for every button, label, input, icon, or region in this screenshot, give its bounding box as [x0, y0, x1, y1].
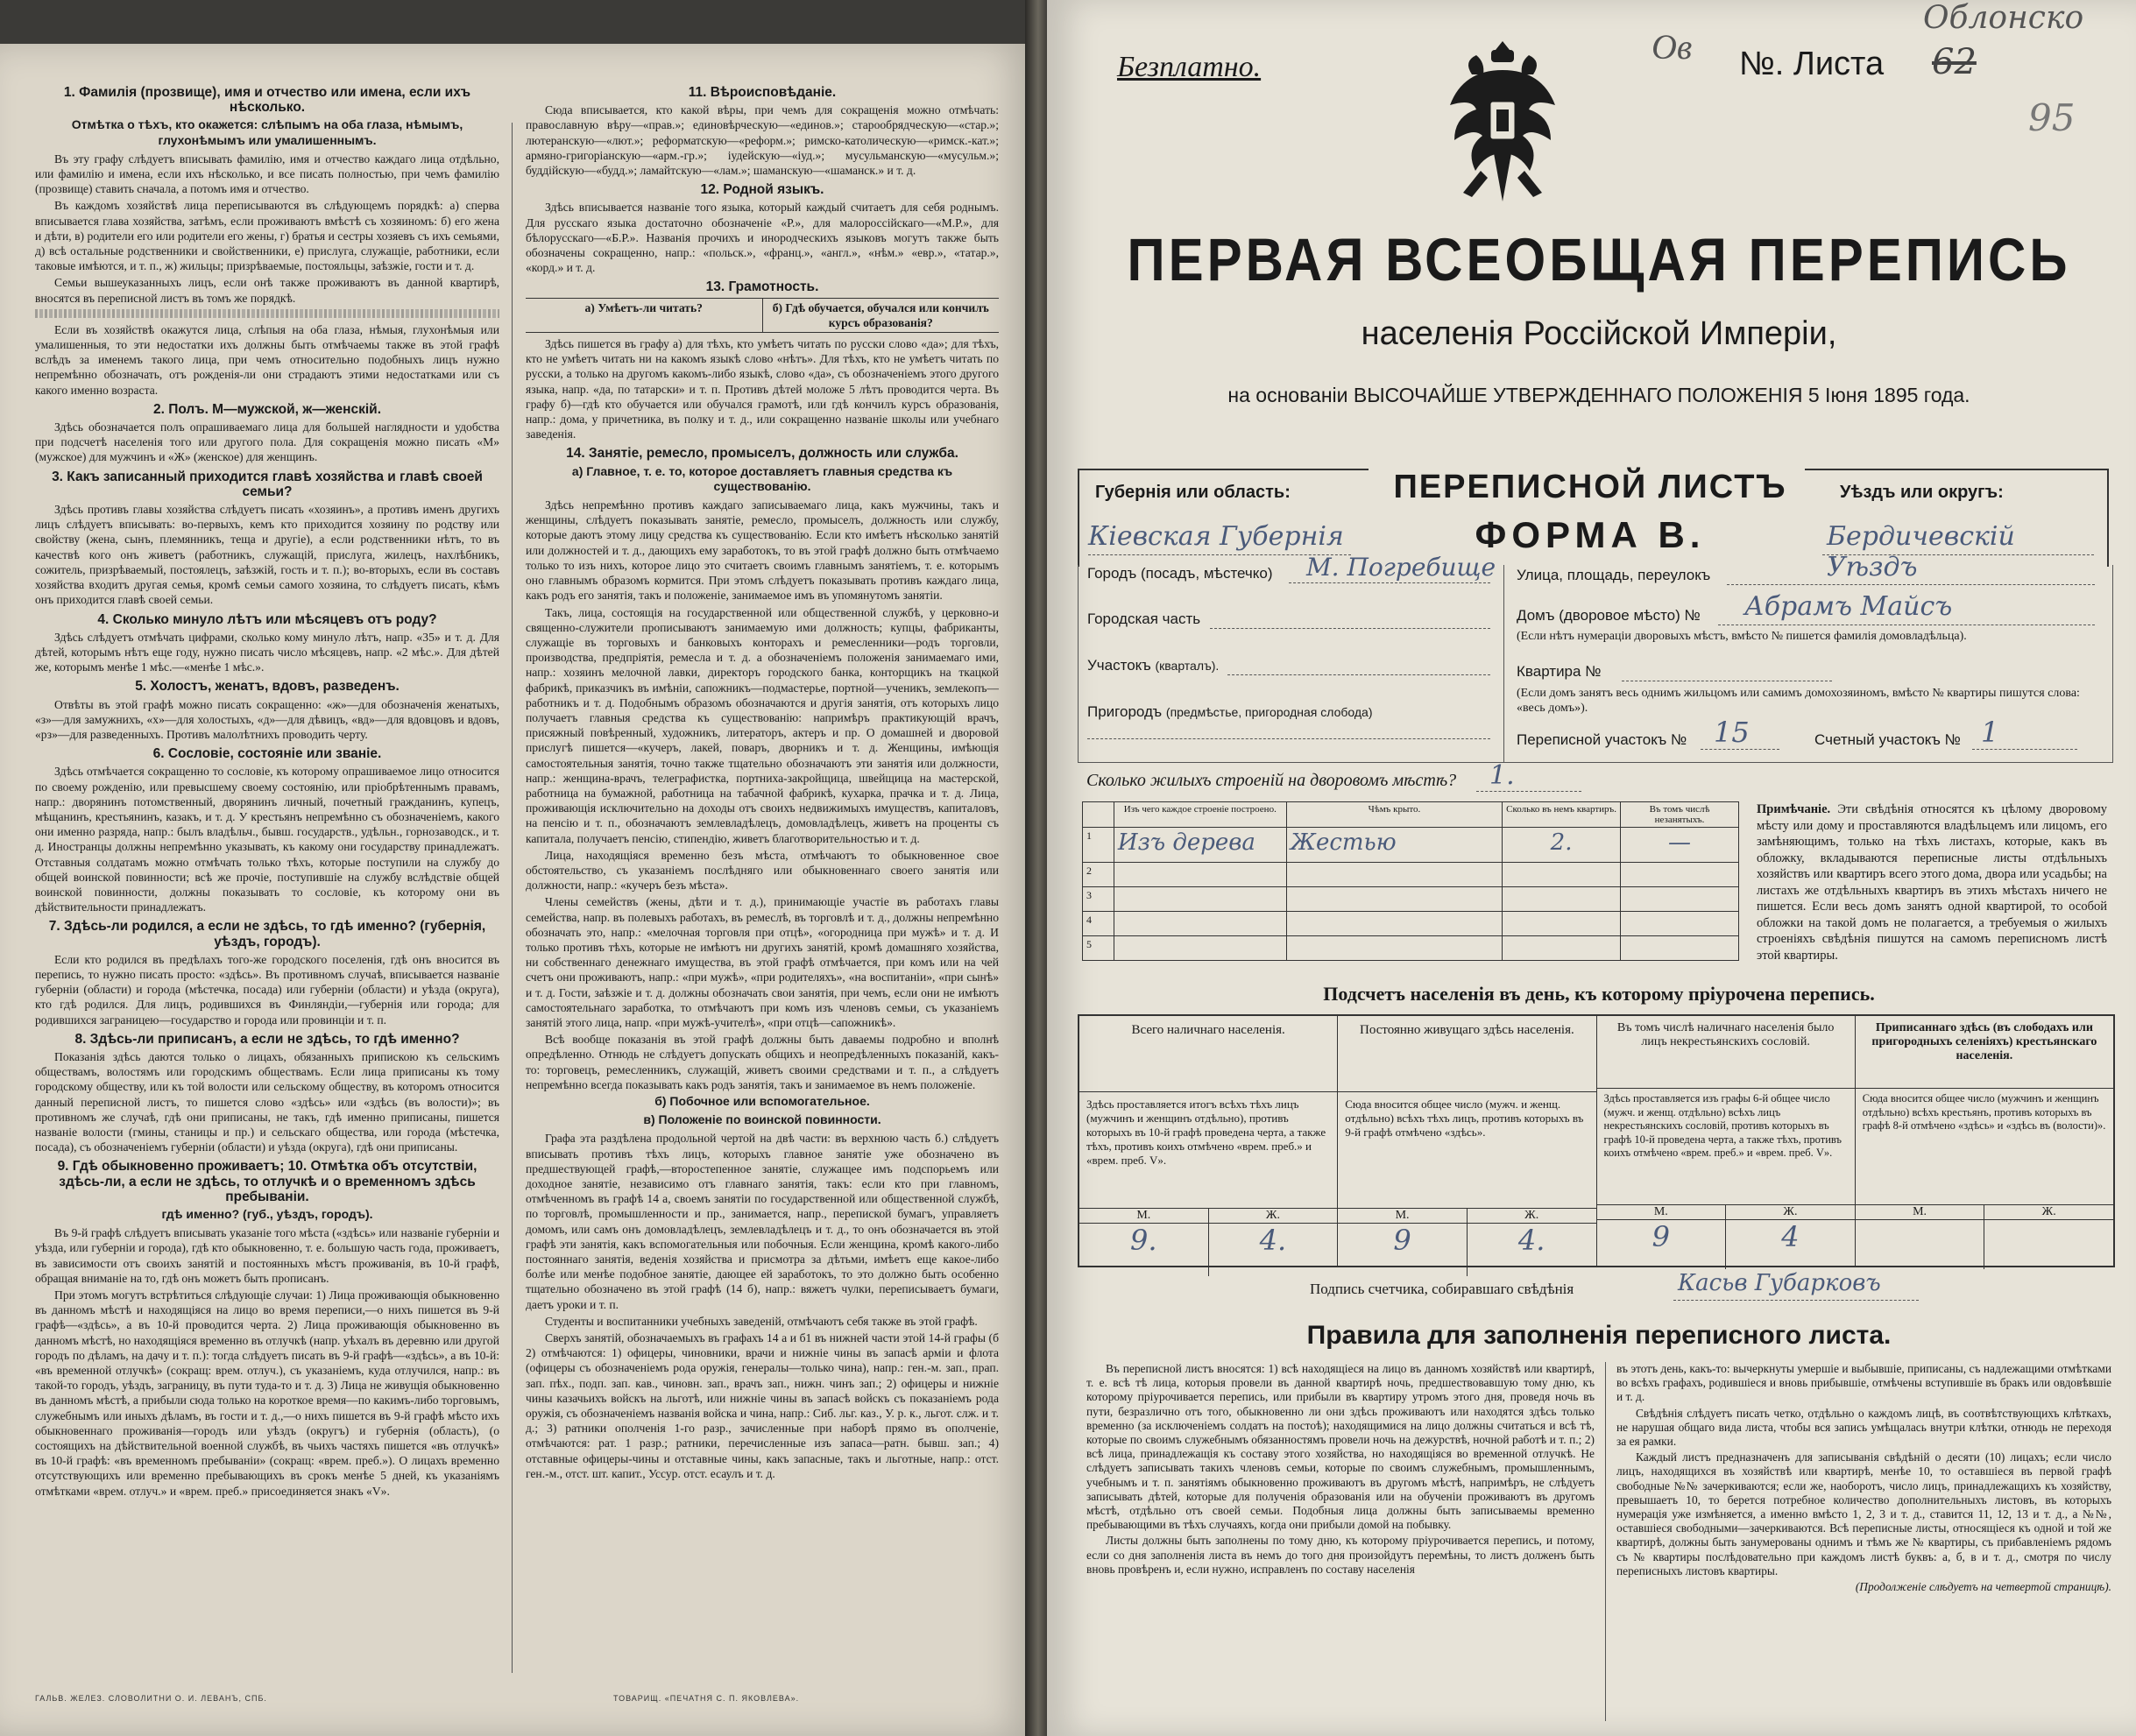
- underline: [1822, 554, 2094, 555]
- row-number: 1: [1083, 828, 1114, 863]
- left-page: [0, 44, 1029, 1736]
- section-1-note: Отмѣтка о тѣхъ, кто окажется: слѣпымъ на оба глаза, нѣмымъ, глухонѣмымъ или умалишеннымъ.: [71, 117, 463, 147]
- material-cell: [1114, 936, 1286, 961]
- vacant-cell: [1621, 912, 1739, 936]
- tally-title: Подсчетъ населенія въ день, къ которому пріурочена перепись.: [1323, 983, 1875, 1005]
- note-text: Эти свѣдѣнія относятся къ цѣлому дворовому мѣсту или дому и проставляются владѣльцемъ или лицомъ, его замѣняющимъ, только на тѣхъ листахъ, которые, какъ въ обложку, вкладываются переписные листы отдѣльныхъ хозяйствъ или квартиръ всего этого дома, двора или усадьбы; на листахъ же отдѣльныхъ квартиръ въ этихъ мѣстахъ ничего не пишется. Если весь домъ занятъ одной квартирой, то особой обложки на такой домъ не полагается, а требуемыя о жилыхъ строеніяхъ свѣдѣнія пишутся на самомъ переписномъ листѣ этой квартиры.: [1757, 802, 2108, 963]
- free-label: Безплатно.: [1117, 51, 1262, 83]
- female-label: Ж.: [2041, 1205, 2056, 1218]
- section-5-title: 5. Холостъ, женатъ, вдовъ, разведенъ.: [135, 679, 400, 695]
- material-cell: [1114, 863, 1286, 887]
- apartments-cell: 2.: [1503, 828, 1621, 863]
- table-row: [1083, 912, 1739, 936]
- house-value: Абрамъ Майсъ: [1744, 591, 1953, 622]
- table-row: [1083, 936, 1739, 961]
- section-1-text: Если въ хозяйствѣ окажутся лица, слѣпыя на оба глаза, нѣмыя, глухонѣмыя или умалишенныя, то эти недостатки ихъ должны быть отмѣчаемы также въ этой графѣ вслѣдъ за именемъ такого лица, при чемъ относительно подобныхъ лицъ нужно непремѣнно обозначать, отъ рожденія-ли они страдаютъ этими недостатками или съ какого именно возраста.: [35, 322, 499, 397]
- tally-desc: Здѣсь проставляется итогъ всѣхъ тѣхъ лицъ (мужчинъ и женщинъ отдѣльно), противъ которыхъ въ 10-й графѣ проведена черта, а также тѣхъ, противъ коихъ отмѣчено «врем. преб.» и «врем. преб. V».: [1086, 1097, 1326, 1167]
- tally-desc: Сюда вносится общее число (мужчинъ и женщинъ отдѣльно) всѣхъ крестьянъ, противъ которыхъ въ графѣ 8-й отмѣчено «здѣсь» и «здѣсь въ (волости)».: [1862, 1092, 2106, 1132]
- apartments-cell: [1503, 936, 1621, 961]
- row-number: 3: [1083, 887, 1114, 912]
- underline: [1972, 749, 2077, 750]
- underline: [1673, 1300, 1919, 1301]
- apartment-note: (Если домъ занятъ весь однимъ жильцомъ или самимъ домохозяиномъ, вмѣсто № квартиры пишутся слова: «весь домъ»).: [1517, 687, 2080, 715]
- section-1-title: 1. Фамилія (прозвище), имя и отчество или имена, если ихъ нѣсколько.: [63, 85, 471, 116]
- section-1-text: Въ каждомъ хозяйствѣ лица переписываются въ слѣдующемъ порядкѣ: а) сперва вписывается глава хозяйства, затѣмъ, если проживаютъ вмѣстѣ съ хозяиномъ: б) его жена и дѣти, в) родители его или родители его жены, г) братья и сестры хозяевъ съ ихъ семьями, д) всѣ остальные родственники и свойственники, е) прислуга, служащіе, работники, если таковые имѣются, и т. п., ж) жильцы; призрѣваемые, постояльцы, заѣзжіе, гости и т. д.: [35, 199, 499, 273]
- female-label: Ж.: [1265, 1209, 1280, 1222]
- male-count: [1856, 1220, 1985, 1269]
- table-row: [1083, 828, 1739, 863]
- apartments-cell: [1503, 912, 1621, 936]
- section-12-title: 12. Родной языкъ.: [700, 182, 824, 198]
- count-area-label: Счетный участокъ №: [1814, 731, 1961, 748]
- note-title: Примѣчаніе.: [1757, 802, 1831, 816]
- section-5-text: Отвѣты въ этой графѣ можно писать сокращенно: «ж»—для обозначенія женатыхъ, «з»—для замужнихъ, «х»—для холостыхъ, «д»—для дѣвицъ, «вд»—для вдовцовъ и вдовъ, «рз»—для разведенныхъ. Противъ малолѣтнихъ проводить черту.: [35, 697, 499, 741]
- literacy-col-a: а) Умѣетъ-ли читать?: [526, 299, 763, 332]
- section-1-text: Въ эту графу слѣдуетъ вписывать фамилію, имя и отчество каждаго лица отдѣльно, или фамилію и имена, если ихъ нѣсколько, и все писать полностью, при чемъ фамилію (прозвище) ставить сначала, а потомъ имя и отчество.: [35, 152, 499, 196]
- tally-col-permanent: [1338, 1016, 1596, 1266]
- male-label: М.: [1597, 1205, 1727, 1219]
- handwritten-prefix: Ов: [1652, 27, 1693, 67]
- address-block: [1078, 553, 2113, 763]
- row-number: 4: [1083, 912, 1114, 936]
- section-4-title: 4. Сколько минуло лѣтъ или мѣсяцевъ отъ роду?: [97, 611, 437, 627]
- male-label: М.: [1338, 1209, 1468, 1223]
- sheet-number-value: 62: [1932, 42, 1977, 82]
- tally-mf-labels: [1597, 1204, 1855, 1219]
- handwritten-margin-number: 95: [2028, 96, 2076, 139]
- literacy-subheader: [526, 298, 999, 333]
- buildings-table: [1082, 801, 1739, 961]
- right-page: [1047, 0, 2136, 1736]
- apartments-cell: [1503, 863, 1621, 887]
- handwritten-note: Облонско: [1923, 0, 2084, 36]
- section-13-title: 13. Грамотность.: [705, 279, 819, 295]
- section-6-text: Здѣсь отмѣчается сокращенно то сословіе, къ которому опрашиваемое лицо относится по своему рожденію, или превысшему своему состоянію, или пріобрѣтеннымъ правамъ, напр.: дворянинъ потомственный, дворянинъ личный, почетный гражданинъ, купецъ, мѣщанинъ, крестьянинъ, казакъ, и т. д. У крестьянъ непремѣнно съ обозначеніемъ, какого они именно разряда, напр.: былъ владѣльч., бывш. государств., удѣльн., горнозаводск., и т. д. Иностранцы должны непремѣнно указывать, къ какому они государству принадлежатъ. Отставныя солдатамъ можно отмѣчать только тѣхъ, которые поступили на службу до общей воинской повинности; всѣ же прочіе, поступившіе на службу вслѣдствіе общей воинской повинности, должны показывать то сословіе, къ которому они въ дѣйствительности принадлежатъ.: [35, 765, 499, 914]
- precinct-label: [1087, 657, 1219, 674]
- section-14-text: Студенты и воспитанники учебныхъ заведеній, отмѣчаютъ себя также въ этой графѣ.: [545, 1314, 978, 1328]
- section-14-text: Члены семействъ (жены, дѣти и т. д.), принимающіе участіе въ работахъ главы семейства, напр. въ полевыхъ работахъ, въ ремеслѣ, въ торговлѣ и т. д., должны непремѣнно обозначать это, напр.: «мелочная торговля при отцѣ», «огородница при мужѣ» и т. д. И только противъ тѣхъ, которые не имѣютъ ни другихъ занятій, кромѣ домашняго хозяйства, ни собственнаго денежнаго имущества, въ этой графѣ отмѣчается, при комъ или на чей счетъ они проживаютъ, напр.: «при мужѣ», «при родителяхъ», «на воспитаніи», «при сынѣ» и т. д. Гости, заѣзжіе и т. д. должны обозначать свои занятія, при чемъ, если они не имѣютъ самостоятельнаго заработка, то отмѣчаютъ при комъ изъ членовъ семьи, съ указаніемъ занятій этого лица, напр. «при мужѣ-учителѣ», «при отцѣ—сапожникѣ».: [526, 895, 999, 1029]
- count-area-value: 1: [1981, 716, 1999, 749]
- male-count: 9.: [1079, 1224, 1209, 1276]
- section-7-title: 7. Здѣсь-ли родился, а если не здѣсь, то гдѣ именно? (губернія, уѣздъ, городъ).: [48, 919, 486, 949]
- rules-column-2: [1616, 1362, 2111, 1730]
- section-7-text: Если кто родился въ предѣлахъ того-же городского поселенія, гдѣ онъ вносится въ перепись, то нужно писать просто: «здѣсь». Въ противномъ случаѣ, вписывается названіе губерніи (области) и города (мѣстечка, посада) или губерніи (области) и уѣзда (округа), кто гдѣ родился. Для лицъ, родившихся въ Финляндіи,—губернія или города; для родившихся заграницею—государство и города или провинціи и т. п.: [35, 952, 499, 1027]
- printer-credit: ТОВАРИЩ. «ПЕЧАТНЯ С. П. ЯКОВЛЕВА».: [613, 1694, 800, 1703]
- census-area-label: Переписной участокъ №: [1517, 731, 1687, 748]
- vacant-cell: [1621, 863, 1739, 887]
- printer-credit: ГАЛЬВ. ЖЕЛЕЗ. СЛОВОЛИТНИ О. И. ЛЕВАНЪ, СПБ.: [35, 1694, 267, 1703]
- house-label: [1517, 607, 1701, 625]
- section-6-title: 6. Сословіе, состояніе или званіе.: [152, 746, 382, 762]
- suburb-label-text: Пригородъ: [1087, 703, 1163, 720]
- tally-col-peasant: [1856, 1016, 2113, 1266]
- underline: [1727, 584, 2095, 585]
- section-14-text: Графа эта раздѣлена продольной чертой на двѣ части: въ верхнюю часть б.) слѣдуетъ вписывать противъ тѣхъ лицъ, которыхъ главное занятіе уже обозначено въ предшествующей графѣ,—второстепенное занятіе, служащее имъ подспорьемъ или доходное занятіе, независимо отъ главнаго занятія, такъ: если кто при главномъ, отмѣченномъ въ графѣ 14 а, своемъ занятіи по государственной или общественной службѣ, по торговлѣ, промышленности и пр., занимается, напр., перепиской бумагъ, управляетъ домомъ, или самъ онъ домовладѣлецъ, землевладѣлецъ и т. д., то онъ обозначается въ этой графѣ эти занятія, какъ вспомогательныя или побочныя. Если женщина, кромѣ какого-либо постояннаго занятія, веденія хозяйства и присмотра за дѣтьми, имѣетъ еще какое-либо болѣе или менѣе подобное занятіе, дающее ей заработокъ, то это должно быть особенно тщательно обозначено въ этой графѣ (14 б), напр.: вяжетъ чулки, переписываетъ бумаги, даетъ уроки и т. п.: [526, 1132, 999, 1311]
- row-number: 5: [1083, 936, 1114, 961]
- signature-value: Касьв Губарковъ: [1678, 1270, 1881, 1296]
- buildings-note: [1757, 801, 2107, 963]
- rules-text: Свѣдѣнія слѣдуетъ писать четко, отдѣльно о каждомъ лицѣ, въ соотвѣтствующихъ клѣткахъ, не нарушая общаго вида листа, чтобы вся запись умѣщалась внутри клѣтки, отнюдь не переходя за ея рамки.: [1616, 1406, 2111, 1449]
- section-14-text: Всѣ вообще показанія въ этой графѣ должны быть даваемы подробно и вполнѣ опредѣленно. Отнюдь не слѣдуетъ допускать общихъ и неопредѣленныхъ показаній, какъ-то: торговецъ, ремесленникъ, служащій, живетъ своими средствами и т. п., а слѣдуетъ непремѣнно всегда показывать какъ родъ занятія, такъ и занимаемое въ немъ положеніе.: [526, 1033, 999, 1091]
- material-header: Изъ чего каждое строеніе построено.: [1114, 802, 1286, 828]
- section-1-text: Семьи вышеуказанныхъ лицъ, если онѣ также проживаютъ въ данной квартирѣ, вносятся въ переписной листъ въ томъ же порядкѣ.: [35, 276, 499, 305]
- female-label: Ж.: [1783, 1205, 1798, 1218]
- rules-text: Листы должны быть заполнены по тому дню, къ которому пріурочивается перепись, и потому, если со дня заполненія листа въ немъ до того дня произойдутъ перемѣны, то листъ долженъ быть вновь провѣренъ и, если нужно, исправленъ по составу населенія: [1086, 1534, 1595, 1576]
- suburb-sub: (предмѣстье, пригородная слобода): [1165, 705, 1373, 719]
- section-12-text: Здѣсь вписывается названіе того языка, который каждый считаетъ для себя роднымъ. Для русскаго языка достаточно обозначеніе «Р.», для малороссійскаго—«М.Р.», для бѣлорусскаго—«Б.Р.». Названія прочихъ и инородческихъ языковъ могутъ также быть обозначены сокращенно, напр.: «польск.», «франц.», «англ.», «нѣм.» «евр.», «татар.», «корд.» и т. д.: [526, 201, 999, 275]
- tally-head: Постоянно живущаго здѣсь населенія.: [1338, 1016, 1595, 1092]
- material-cell: Изъ дерева: [1114, 828, 1286, 863]
- tally-col-non-peasant: [1597, 1016, 1856, 1266]
- section-14b-subtitle: б) Побочное или вспомогательное.: [654, 1094, 870, 1108]
- illegible-text: [35, 309, 499, 318]
- tally-head: Приписаннаго здѣсь (въ слободахъ или пригородныхъ селеніяхъ) крестьянскаго населенія.: [1856, 1016, 2113, 1089]
- section-11-text: Сюда вписывается, кто какой вѣры, при чемъ для сокращенія можно отмѣчать: православную вѣру—«прав.»; единовѣрческую—«единов.»; старообрядческую—«стар.»; лютеранскую—«лют.»; реформатскую—«реформ.»; римско-католическую—«римск.-кат.»; армяно-григоріанскую—«арм.-гр.»; іудейскую—«іуд.»; мусульманскую—«мусульм.»; буддійскую—«будд.»; ламайтскую—«лам.»; шаманскую—«шаманск.» и т. д.: [526, 103, 999, 178]
- city-value: М. Погребище: [1306, 553, 1496, 582]
- section-9-text: Въ 9-й графѣ слѣдуетъ вписывать указаніе того мѣста («здѣсь» или названіе губерніи и уѣзда, или губерніи и города), гдѣ кто обыкновенно, т. е. большую часть года, проживаетъ, въ зависимости отъ своихъ занятій и постоянныхъ мѣстъ проживанія, въ 10-й графѣ, обращая вниманіе на то, гдѣ онъ можетъ быть прописанъ.: [35, 1226, 499, 1285]
- uezd-label: Уѣздъ или округъ:: [1840, 483, 2004, 502]
- house-label-text: Домъ: [1517, 607, 1555, 624]
- document-title: ПЕРВАЯ ВСЕОБЩАЯ ПЕРЕПИСЬ: [1127, 225, 2071, 294]
- section-11-title: 11. Вѣроисповѣданіе.: [688, 85, 837, 100]
- tally-head: Въ томъ числѣ наличнаго населенія было лицъ некрестьянскихъ сословій.: [1597, 1016, 1855, 1089]
- section-9-text: При этомъ могутъ встрѣтиться слѣдующіе случаи: 1) Лица проживающія обыкновенно въ данномъ мѣстѣ и находящіяся на лицо во время переписи,—о нихъ пишется въ 9-й графѣ—«здѣсь», а въ 10-й проводится черта. 2) Лица проживающія обыкновенно въ данномъ мѣстѣ, но находящіяся временно въ отлучкѣ (напр. уѣхалъ въ деревню или другой городъ по дѣламъ, на дачу и т. п.): тогда слѣдуетъ писать въ 9-й графѣ—«здѣсь», а въ 10-й: «въ временной отлучкѣ» (сокращ: врем. отлуч.), съ указаніемъ, куда отлучился, напр.: въ такой-то городъ, уѣздъ, заграницу, въ пути туда-то и т. д. 3) Лица не живущія обыкновенно въ данномъ мѣстѣ, а прибыли сюда только на короткое время—по какимъ-либо торговымъ, служебнымъ или иныхъ дѣламъ, въ гости и т. д.,—о нихъ пишется въ 9-й графѣ мѣсто ихъ обыкновеннаго проживанія—городъ или уѣздъ (округъ) и губернія (область), (о состоящихъ на дѣйствительной военной службѣ, въ чьихъ частяхъ пишется «въ отлучкѣ» въ 10-й графѣ: «въ временномъ пребываніи» (сокращ: «врем. преб.»). О лицахъ временно отсутствующихъ или временно пребывающихъ въ срокъ менѣе 5 дней, къ указаніямъ отмѣтками «врем. отлуч.» и «врем. преб.» присоединяется знакъ «V».: [35, 1288, 499, 1498]
- tally-mf-labels: [1338, 1208, 1595, 1223]
- underline: [1210, 628, 1490, 629]
- section-8-title: 8. Здѣсь-ли приписанъ, а если не здѣсь, то гдѣ именно?: [74, 1031, 460, 1047]
- rules-column-1: [1086, 1362, 1595, 1730]
- tally-values: [1597, 1219, 1855, 1269]
- signature-label: Подпись счетчика, собиравшаго свѣдѣнія: [1310, 1281, 1574, 1297]
- column-divider: [1605, 1362, 1606, 1721]
- street-label: Улица, площадь, переулокъ: [1517, 567, 1711, 583]
- section-13-text: Здѣсь пишется въ графу а) для тѣхъ, кто умѣетъ читать по русски слово «да»; для тѣхъ, кто не умѣетъ читать ни на какомъ языкѣ слово «нѣтъ». Для тѣхъ, кто не умѣетъ читать по русски, а только на другомъ какомъ-либо языкѣ, слово «да», съ обозначеніемъ этого другого языка, напр. «да, по татарски» и т. п. Противъ дѣтей моложе 5 лѣтъ проводится черта. Въ графу б)—гдѣ кто обучается или обучался грамотѣ, или гдѣ кончилъ курсъ образованія, напр.: дома, у причетника, въ полку и т. д., или сокращенно названіе школы или учебнаго заведенія.: [526, 337, 999, 441]
- male-count: 9: [1597, 1220, 1727, 1269]
- buildings-question: Сколько жилыхъ строеній на дворовомъ мѣстѣ?: [1086, 771, 1457, 790]
- vacant-cell: [1621, 936, 1739, 961]
- underline: [1701, 749, 1779, 750]
- roof-cell: [1286, 863, 1502, 887]
- city-label: Городъ (посадъ, мѣстечко): [1087, 565, 1273, 582]
- section-2-text: Здѣсь обозначается полъ опрашиваемаго лица для большей наглядности и удобства при подсчетѣ населенія того или другого пола. Для сокращенія можно писать «М» (мужское) для мужчинъ и «Ж» (женское) для женщинъ.: [35, 420, 499, 464]
- precinct-label-text: Участокъ: [1087, 657, 1151, 674]
- male-count: 9: [1338, 1224, 1468, 1276]
- female-count: 4: [1781, 1220, 1800, 1253]
- buildings-value: 1.: [1489, 760, 1515, 791]
- rules-text: Въ переписной листъ вносятся: 1) всѣ находящіеся на лицо въ данномъ хозяйствѣ или квартирѣ, т. е. всѣ тѣ лица, которыя провели въ данной квартирѣ ночь, предшествовавшую тому дню, къ которому пріурочивается перепись, или прибыли въ квартиру утромъ этого дня, проведя ночь въ пути, безразлично отъ того, обыкновенно ли они здѣсь проживаютъ или находятся здѣсь только временно (за исключеніемъ солдатъ на постоѣ); находящимися на лицо должны считаться и всѣ тѣ, которые по своимъ служебнымъ обязанностямъ провели ночь на дежурствѣ, ночной работѣ и т. п.; 2) всѣ лица, принадлежащія къ составу этого хозяйства, но находящіяся во временной отлучкѣ. Не слѣдуетъ записывать такихъ членовъ семьи, которые по своимъ служебнымъ, промышленнымъ, учебнымъ и т. п. занятіямъ обыкновенно проживаютъ въ другомъ мѣстѣ, напримѣръ, не слѣдуетъ записывать дѣтей, которые для полученія образованія или на обученіи проживаютъ въ другомъ мѣстѣ, отдѣльно отъ своей семьи. Подобныя лица должны быть записываемы временно пребывающими въ тѣхъ случаяхъ, когда они прибыли домой на побывку.: [1086, 1362, 1595, 1532]
- divider: [1503, 565, 1504, 762]
- material-cell: [1114, 887, 1286, 912]
- instructions-column-2: [526, 81, 999, 1675]
- uezd-value: Бердичевскій Уѣздъ: [1827, 521, 2015, 582]
- section-2-title: 2. Полъ. М—мужской, ж—женскій.: [152, 401, 382, 417]
- roof-cell: [1286, 936, 1502, 961]
- section-14c-subtitle: в) Положеніе по воинской повинности.: [643, 1112, 881, 1127]
- apartments-header: Сколько въ немъ квартиръ.: [1503, 802, 1621, 828]
- document-subtitle: населенія Россійской Имперіи,: [1361, 315, 1837, 352]
- legal-basis: на основаніи ВЫСОЧАЙШЕ УТВЕРЖДЕННАГО ПОЛОЖЕНІЯ 5 Іюня 1895 года.: [1227, 384, 1970, 406]
- section-3-text: Здѣсь противъ главы хозяйства слѣдуетъ писать «хозяинъ», а противъ именъ другихъ лицъ слѣдуетъ вписывать: во-первыхъ, кемъ кто приходится хозяину по родству или свойству (жена, сынъ, племянникъ, теща и другіе), а если родственники нѣтъ, то въ качествѣ кого онъ живетъ (работникъ, служащій, прислуга, жилецъ, нахлѣбникъ, сожитель, призрѣваемый, постоялецъ, заѣзжій, гость и т. п.); во-вторыхъ, если въ составъ хозяйства входитъ другая семья, кромѣ семьи самого хозяина, то слѣдуетъ писать, кѣмъ онъ приходится главѣ своей семьи.: [35, 503, 499, 607]
- table-row: [1083, 863, 1739, 887]
- section-4-text: Здѣсь слѣдуетъ отмѣчать цифрами, сколько кому минуло лѣтъ, напр. «35» и т. д. Для дѣтей, которымъ нѣтъ еще году, нужно писать число мѣсяцевъ, напр. «2 мѣс.». Для дѣтей же, которымъ менѣе 1 мѣс.—«менѣе 1 мѣс.».: [35, 630, 499, 674]
- gubernia-label: Губернія или область:: [1095, 483, 1291, 502]
- list-title: ПЕРЕПИСНОЙ ЛИСТЪ: [1393, 469, 1787, 505]
- tally-head: Всего наличнаго населенія.: [1079, 1016, 1337, 1092]
- rules-title: Правила для заполненія переписного листа.: [1306, 1321, 1892, 1350]
- section-9-subtitle: гдѣ именно? (губ., уѣздъ, городъ).: [161, 1207, 373, 1222]
- section-8-text: Показанія здѣсь даются только о лицахъ, обязанныхъ припискою къ сельскимъ обществамъ, волостямъ или городскимъ обществамъ. Если лица приписаны къ тому городскому обществу, или къ той волости или сельскому обществу, въ которомъ относится данный переписной листъ, то пишется слово «здѣсь» или «здѣсь (въ волости)»; въ противномъ же случаѣ, гдѣ они приписаны, не такъ, гдѣ именно приписаны, пишется названіе волости (гмины, станицы и пр.) и сельскаго общества, или города (мѣстечка, посада), съ обозначеніемъ губерніи (области) и уѣзда (округа), гдѣ они приписаны.: [35, 1049, 499, 1154]
- census-area-value: 15: [1714, 716, 1750, 749]
- vacant-header: Въ томъ числѣ незанятыхъ.: [1621, 802, 1739, 828]
- male-label: М.: [1856, 1205, 1985, 1219]
- form-title: ФОРМА В.: [1475, 514, 1706, 555]
- rules-continued: (Продолженіе слѣдуетъ на четвертой страницѣ).: [1855, 1580, 2111, 1594]
- suburb-label: [1087, 703, 1372, 721]
- instructions-column-1: [35, 81, 499, 1675]
- roof-header: Чѣмъ крыто.: [1286, 802, 1502, 828]
- table-row: [1083, 887, 1739, 912]
- vacant-cell: [1621, 887, 1739, 912]
- roof-cell: Жестью: [1286, 828, 1502, 863]
- female-count: 4.: [1517, 1224, 1545, 1257]
- tally-desc: Здѣсь проставляется изъ графы 6-й общее число (мужч. и женщ. отдѣльно) всѣхъ лицъ некрестьянскихъ сословій, противъ которыхъ въ графѣ 10-й проведена черта, а также тѣхъ, противъ коихъ отмѣчено «врем. преб.» и «врем. преб. V».: [1603, 1092, 1842, 1159]
- rules-text: въ этотъ день, какъ-то: вычеркнуты умершіе и выбывшіе, приписаны, съ надлежащими отмѣтками во всѣхъ графахъ, родившіеся и вновь прибывшіе, отмѣчены вступившіе въ бракъ или овдовѣвшіе и т. д.: [1616, 1362, 2111, 1404]
- tally-values: [1856, 1219, 2113, 1269]
- city-part-label: Городская часть: [1087, 610, 1201, 627]
- apartments-cell: [1503, 887, 1621, 912]
- section-9-title: 9. Гдѣ обыкновенно проживаетъ; 10. Отмѣтка объ отсутствіи, здѣсь-ли, а если не здѣсь, то отлучкѣ и о временномъ здѣсь пребываніи.: [57, 1159, 477, 1204]
- section-14-subtitle: а) Главное, т. е. то, которое доставляетъ главныя средства къ существованію.: [571, 463, 953, 493]
- uezd-box: [1805, 469, 2109, 582]
- underline: [1227, 674, 1490, 675]
- section-3-title: 3. Какъ записанный приходится главѣ хозяйства и главѣ своей семьи?: [52, 469, 483, 499]
- female-count: 4.: [1259, 1224, 1287, 1257]
- gubernia-value: Кіевская Губернія: [1088, 521, 1344, 552]
- section-14-text: Такъ, лица, состоящія на государственной или общественной службѣ, у церковно-и священно-служители прописываютъ занимаемую ими должность; купцы, фабриканты, служащіе въ торговыхъ и банковыхъ конторахъ и ремесленники—родъ торговли, производства, предпріятія, ремесла и т. д. а обозначеніемъ положенія занимаемаго ими, напр.: хозяинъ мелочной лавки, директоръ городского банка, конторщикъ на ткацкой фабрикѣ, приказчикъ въ имѣніи, сапожникъ—подмастерье, портной—ученикъ, землекопъ—работникъ и т. д. Подобнымъ образомъ обозначаются и другія занятія, отъ которыхъ лицо получаетъ главныя средства къ существованію: напримѣръ практикующій врачъ, присяжный повѣренный, художникъ, литераторъ, актеръ и пр. О домашней и дворовой прислугѣ пишется—«кучеръ, лакей, поваръ, дворникъ и т. д. Женщины, имѣющія самостоятельныя занятія, точно также тщательно обозначаютъ эти занятія или должности, напр.: женщина-врачъ, телеграфистка, портниха-закройщица, швейщица на мастерской, работница на бумажной, работница на табачной фабрикѣ, кухарка, прачка и т. д. Лица, проживающія исключительно на доходы отъ своихъ недвижимыхъ имуществъ, капиталовъ, на пенсію и т. п., обозначаютъ землевладѣлецъ, домовладѣлецъ, живетъ на проценты съ капитала, получаетъ пенсію, стипендію, живетъ благотворительностью и т. д.: [526, 605, 999, 845]
- population-tally: [1078, 1014, 2115, 1267]
- imperial-eagle-icon: [1446, 39, 1560, 215]
- row-number-header: [1083, 802, 1114, 828]
- tally-desc: Сюда вносится общее число (мужч. и женщ. отдѣльно) всѣхъ тѣхъ лицъ, противъ которыхъ въ 9-й графѣ отмѣчено «здѣсь».: [1345, 1097, 1584, 1139]
- vacant-cell: —: [1621, 828, 1739, 863]
- tally-mf-labels: [1856, 1204, 2113, 1219]
- section-14-text: Сверхъ занятій, обозначаемыхъ въ графахъ 14 а и б1 въ нижней части этой 14-й графы (б 2) отмѣчаются: 1) офицеры, чиновники, врачи и нижніе чины въ запасѣ арміи и флота (офицеры съ обозначеніемъ рода оружія, генералы—только чина), напр.: ген.-м. зап., прап. зап. пѣх., подп. зап. кав., чиновн. зап., врачъ зап., нижн. чинъ зап.; 2) офицеры и нижніе чины казачьихъ войскъ на льготѣ, или нижніе чины въ запасѣ войскъ съ показаніемъ рода оружія, съ обозначеніемъ названія войска и чина, напр.: Сиб. льг. каз., У. р. к., льгот. слж. и т. д.; 3) ратники ополченія 1-го разр., зачисленные при наборѣ прямо въ ополченіе, отмѣчаются: рат. 1 разр.; ратники, перечисленные изъ запаса—ратн. бывш. зап.; 4) отставные офицеры-чины и отставные чины, какъ запасные, такъ и льготные, напр.: отст. ген.-м., отст. шт. капит., Уссур. отст. есаулъ и т. д.: [526, 1331, 999, 1480]
- material-cell: [1114, 912, 1286, 936]
- tally-values: [1338, 1223, 1595, 1276]
- male-label: М.: [1079, 1209, 1209, 1223]
- literacy-col-b: б) Гдѣ обучается, обучался или кончилъ курсъ образованія?: [772, 300, 989, 329]
- section-14-text: Лица, находящіяся временно безъ мѣста, отмѣчаютъ то обыкновенное свое обстоятельство, съ указаніемъ послѣдняго или обыкновеннаго своего занятія или должности, напр.: «кучеръ безъ мѣста».: [526, 848, 999, 893]
- apartment-label: Квартира №: [1517, 663, 1602, 680]
- tally-mf-labels: [1079, 1208, 1337, 1223]
- house-sub: (дворовое мѣсто) №: [1559, 607, 1701, 624]
- tally-values: [1079, 1223, 1337, 1276]
- house-note: (Если нѣтъ нумераціи дворовыхъ мѣстъ, вмѣсто № пишется фамилія домовладѣльца).: [1517, 630, 1967, 643]
- roof-cell: [1286, 887, 1502, 912]
- rules-text: Каждый листъ предназначенъ для записыванія свѣдѣній о десяти (10) лицахъ; если число лицъ, находящихся въ хозяйствѣ или квартирѣ, менѣе 10, то оставшіеся въ первой графѣ свободные №№ зачеркиваются; если же, наоборотъ, число лицъ, принадлежащихъ къ хозяйству, превышаетъ 10, то берется потребное количество дополнительныхъ листовъ, въ которыхъ нумерація уже измѣняется, а именно вмѣсто 1, 2, 3 и т. д., ставится 11, 12, 13 и т. д., а №№, оставшіеся свободными—зачеркиваются. Всѣ переписные листы, относящіеся къ одной и той же квартирѣ, должны быть занумерованы однимъ и тѣмъ же № квартиры, съ прибавленіемъ рядомъ съ № квартиры послѣдовательно при каждомъ листѣ буквъ: а, б, в и т. д., смотря по числу переписныхъ листовъ квартиры.: [1616, 1450, 2111, 1577]
- precinct-sub: (кварталъ).: [1155, 659, 1220, 673]
- sheet-number-label: №. Листа: [1739, 46, 1885, 82]
- female-count: [1984, 1220, 2113, 1269]
- underline: [1289, 582, 1490, 583]
- section-14-title: 14. Занятіе, ремесло, промыселъ, должность или служба.: [566, 446, 958, 462]
- tally-col-total: [1079, 1016, 1338, 1266]
- underline: [1476, 791, 1581, 792]
- female-label: Ж.: [1524, 1209, 1539, 1222]
- roof-cell: [1286, 912, 1502, 936]
- column-divider: [512, 123, 513, 1673]
- underline: [1087, 738, 1490, 739]
- section-14-text: Здѣсь непремѣнно противъ каждаго записываемаго лица, какъ мужчины, такъ и женщины, слѣдуетъ показывать занятіе, ремесло, промыселъ, должность или службу, которые даютъ этому лицу средства къ существованію. Если кто имѣетъ нѣсколько занятій или должностей и т. д., дающихъ ему заработокъ, то въ этой графѣ должно быть отмѣчаемо только то изъ нихъ, которое лицо это считаетъ своимъ главнымъ занятіемъ, т. е. которымъ оно главнымъ образомъ кормится. При этомъ слѣдуетъ показывать противъ каждаго лица, какъ родъ его занятія, такъ и положеніе, занимаемое имъ въ упомянутомъ занятіи.: [526, 498, 999, 603]
- row-number: 2: [1083, 863, 1114, 887]
